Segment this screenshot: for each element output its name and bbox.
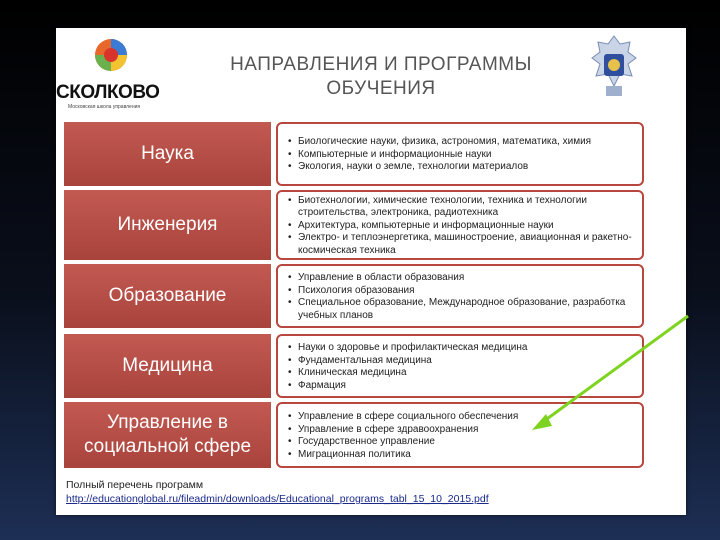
row-label: Инженерия [64,190,271,260]
skolkovo-globe-icon [94,38,128,72]
row-science [64,122,644,186]
row-label: Медицина [64,334,271,398]
programs-link[interactable]: http://educationglobal.ru/fileadmin/downloads/Educational_programs_tabl_15_10_2015.pdf [66,493,489,505]
list-item: • Науки о здоровье и профилактическая медицина [288,342,636,355]
row-items [276,402,644,468]
row-engineering [64,190,644,260]
list-item: • Фундаментальная медицина [288,355,636,368]
row-items [276,264,644,328]
list-item: • Архитектура, компьютерные и информационные науки [288,220,636,233]
slide [56,28,686,515]
row-label: Наука [64,122,271,186]
skolkovo-logo [56,34,171,110]
row-items [276,334,644,398]
list-item: • Биотехнологии, химические технологии, техника и технологии строительства, электроника, радиотехника [288,195,636,220]
row-education [64,264,644,328]
list-item: • Специальное образование, Международное образование, разработка учебных планов [288,297,636,322]
list-item: • Государственное управление [288,436,636,449]
list-item: • Компьютерные и информационные науки [288,149,636,162]
row-label: Управление в социальной сфере [64,402,271,468]
university-crest-icon [586,32,642,104]
row-social-management [64,402,644,468]
list-item: • Управление в сфере социального обеспечения [288,411,636,424]
row-label: Образование [64,264,271,328]
row-items [276,190,644,260]
list-item: • Электро- и теплоэнергетика, машиностроение, авиационная и ракетно-космическая техника [288,232,636,257]
list-item: • Психология образования [288,285,636,298]
slide-title: НАПРАВЛЕНИЯ И ПРОГРАММЫ ОБУЧЕНИЯ [230,54,532,99]
list-item: • Фармация [288,380,636,393]
list-item: • Клиническая медицина [288,367,636,380]
row-items [276,122,644,186]
logo-name: СКОЛКОВО [56,82,160,103]
list-item: • Управление в области образования [288,272,636,285]
list-item: • Биологические науки, физика, астрономия, математика, химия [288,136,636,149]
footer [66,478,489,506]
list-item: • Экология, науки о земле, технологии материалов [288,161,636,174]
logo-subtitle: Московская школа управления [68,104,141,110]
row-medicine [64,334,644,398]
footer-heading: Полный перечень программ [66,479,204,491]
list-item: • Миграционная политика [288,449,636,462]
list-item: • Управление в сфере здравоохранения [288,424,636,437]
